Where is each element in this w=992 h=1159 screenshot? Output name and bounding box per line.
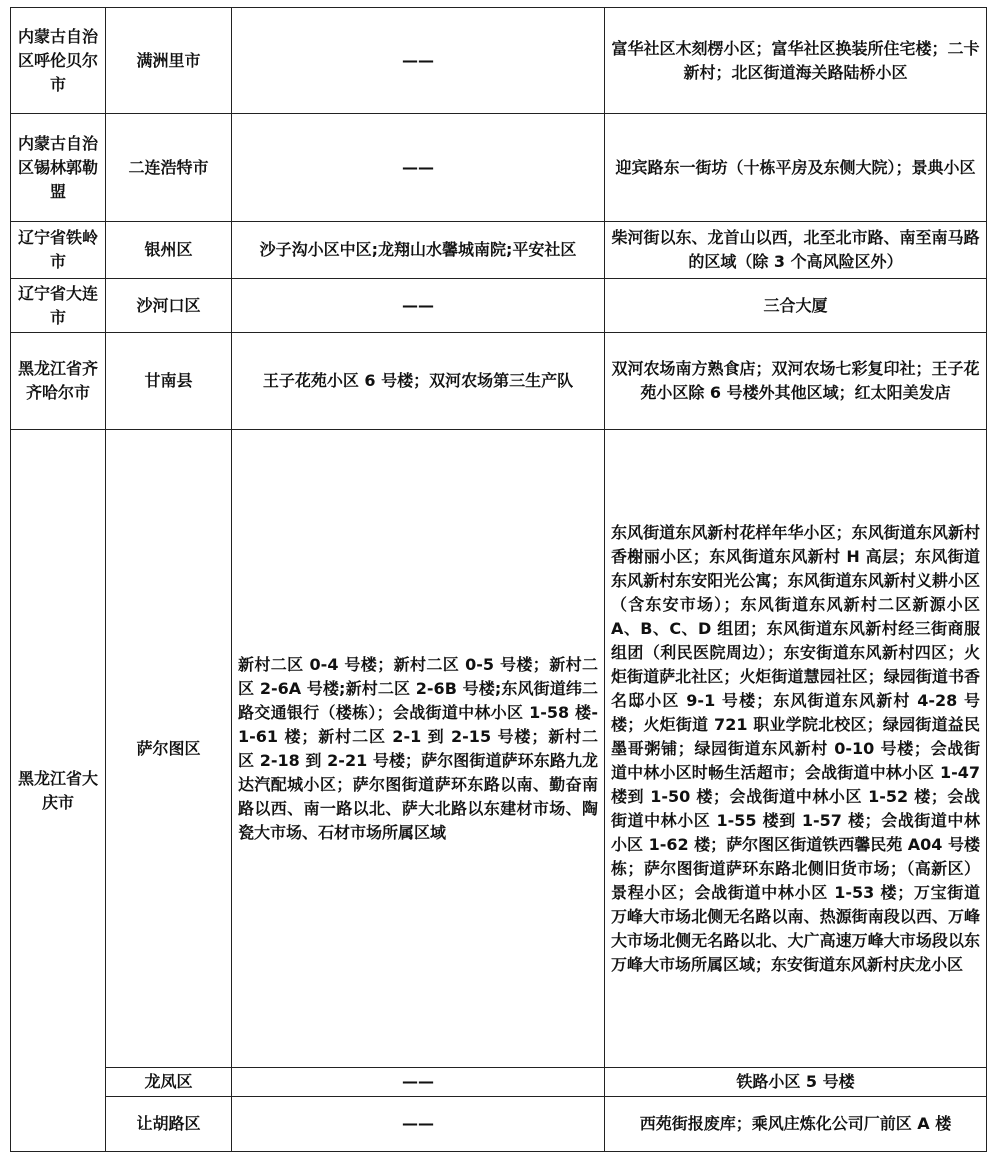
low-risk-cell: 柴河街以东、龙首山以西，北至北市路、南至南马路的区域（除 3 个高风险区外） (605, 222, 987, 279)
low-risk-cell: 东风街道东风新村花样年华小区；东风街道东风新村香榭丽小区；东风街道东风新村 H 高层；东风街道东风新村东安阳光公寓；东风街道东风新村义耕小区（含东安市场）；东风街道东风新村二区新源小区 A、B、C、D 组团；东风街道东风新村经三街商服组团（利民医院周边）；东安街道东风新村四区；火炬街道萨北社区；火炬街道慧园社区；绿园街道书香名邸小区 9-1 号楼；东风街道东风新村 4-28 号楼；火炬街道 721 职业学院北校区；绿园街道益民墨哥粥铺；绿园街道东风新村 0-10 号楼；会战街道中林小区时畅生活超市；会战街道中林小区 1-47 楼到 1-50 楼；会战街道中林小区 1-52 楼；会战街道中林小区 1-55 楼到 1-57 楼；会战街道中林小区 1-62 楼；萨尔图区街道铁西馨民苑 A04 号楼栋；萨尔图街道萨环东路北侧旧货市场；（高新区）景程小区；会战街道中林小区 1-53 楼；万宝街道万峰大市场北侧无名路以南、热源街南段以西、万峰大市场北侧无名路以北、大广高速万峰大市场段以东万峰大市场所属区域；东安街道东风新村庆龙小区 (605, 430, 987, 1068)
province-cell: 内蒙古自治区锡林郭勒盟 (11, 114, 106, 222)
medium-risk-cell: —— (232, 8, 605, 114)
table-row (11, 1068, 987, 1097)
district-cell: 满洲里市 (106, 8, 232, 114)
medium-risk-cell: —— (232, 114, 605, 222)
low-risk-cell: 双河农场南方熟食店；双河农场七彩复印社；王子花苑小区除 6 号楼外其他区域；红太阳美发店 (605, 333, 987, 430)
district-cell: 银州区 (106, 222, 232, 279)
district-cell: 萨尔图区 (106, 430, 232, 1068)
low-risk-cell: 西苑街报废库；乘风庄炼化公司厂前区 A 楼 (605, 1097, 987, 1152)
medium-risk-cell: —— (232, 1097, 605, 1152)
district-cell: 二连浩特市 (106, 114, 232, 222)
medium-risk-cell: 沙子沟小区中区;龙翔山水馨城南院;平安社区 (232, 222, 605, 279)
province-cell: 辽宁省大连市 (11, 279, 106, 333)
province-cell: 黑龙江省齐齐哈尔市 (11, 333, 106, 430)
table-row (11, 430, 987, 1068)
province-cell: 黑龙江省大庆市 (11, 430, 106, 1152)
district-cell: 沙河口区 (106, 279, 232, 333)
low-risk-cell: 三合大厦 (605, 279, 987, 333)
district-cell: 让胡路区 (106, 1097, 232, 1152)
table-row (11, 114, 987, 222)
province-cell: 辽宁省铁岭市 (11, 222, 106, 279)
medium-risk-cell: —— (232, 1068, 605, 1097)
medium-risk-cell: —— (232, 279, 605, 333)
table-row (11, 8, 987, 114)
low-risk-cell: 迎宾路东一街坊（十栋平房及东侧大院）；景典小区 (605, 114, 987, 222)
district-cell: 甘南县 (106, 333, 232, 430)
table-row (11, 222, 987, 279)
table-row (11, 1097, 987, 1152)
province-cell: 内蒙古自治区呼伦贝尔市 (11, 8, 106, 114)
district-cell: 龙凤区 (106, 1068, 232, 1097)
table-row (11, 279, 987, 333)
risk-area-table (10, 7, 987, 1152)
medium-risk-cell: 新村二区 0-4 号楼；新村二区 0-5 号楼；新村二区 2-6A 号楼;新村二区 2-6B 号楼;东风街道纬二路交通银行（楼栋）；会战街道中林小区 1-58 楼-1-61 楼；新村二区 2-1 到 2-15 号楼；新村二区 2-18 到 2-21 号楼；萨尔图街道萨环东路九龙达汽配城小区；萨尔图街道萨环东路以南、勤奋南路以西、南一路以北、萨大北路以东建材市场、陶瓷大市场、石材市场所属区域 (232, 430, 605, 1068)
low-risk-cell: 铁路小区 5 号楼 (605, 1068, 987, 1097)
table-row (11, 333, 987, 430)
low-risk-cell: 富华社区木刻楞小区；富华社区换装所住宅楼；二卡新村；北区街道海关路陆桥小区 (605, 8, 987, 114)
medium-risk-cell: 王子花苑小区 6 号楼；双河农场第三生产队 (232, 333, 605, 430)
